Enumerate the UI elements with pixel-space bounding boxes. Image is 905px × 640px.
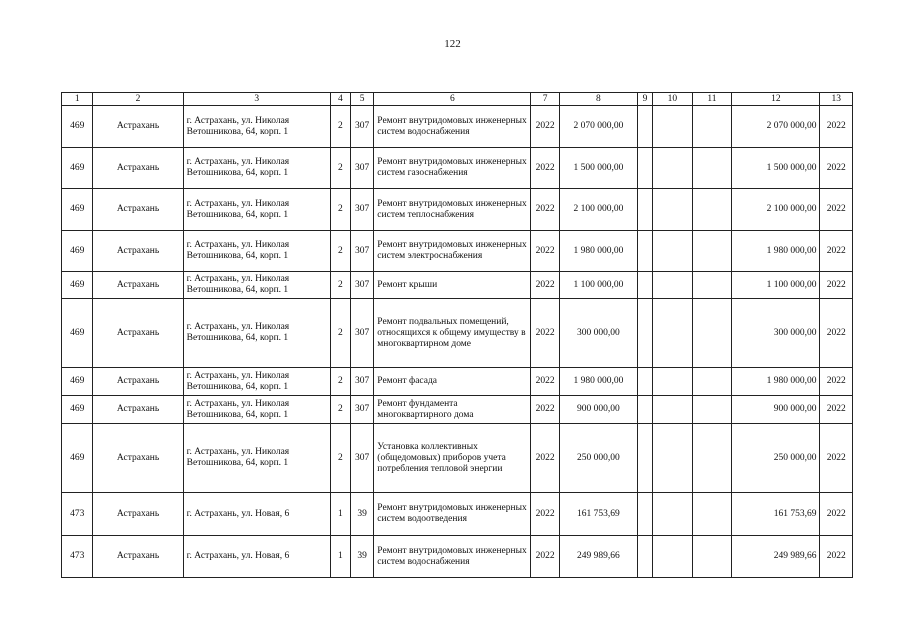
column-4-cell: 1 <box>330 536 350 578</box>
column-5-cell: 39 <box>350 493 373 536</box>
year-cell: 2022 <box>531 299 559 368</box>
column-10-cell <box>653 299 693 368</box>
total-cell: 249 989,66 <box>732 536 820 578</box>
total-cell: 300 000,00 <box>732 299 820 368</box>
column-4-cell: 2 <box>330 231 350 272</box>
city-cell: Астрахань <box>93 424 183 493</box>
work-type-cell: Ремонт внутридомовых инженерных систем водоотведения <box>374 493 531 536</box>
column-4-cell: 2 <box>330 299 350 368</box>
column-10-cell <box>653 272 693 299</box>
cost-cell: 249 989,66 <box>559 536 637 578</box>
total-cell: 1 980 000,00 <box>732 368 820 396</box>
column-11-cell <box>692 536 732 578</box>
row-number-cell: 469 <box>62 231 93 272</box>
column-4-cell: 2 <box>330 368 350 396</box>
completion-year-cell: 2022 <box>820 231 853 272</box>
column-11-cell <box>692 368 732 396</box>
row-number-cell: 469 <box>62 148 93 189</box>
city-cell: Астрахань <box>93 106 183 148</box>
column-11-cell <box>692 396 732 424</box>
completion-year-cell: 2022 <box>820 189 853 231</box>
address-cell: г. Астрахань, ул. Новая, 6 <box>183 493 330 536</box>
column-10-cell <box>653 536 693 578</box>
column-5-cell: 307 <box>350 424 373 493</box>
address-cell: г. Астрахань, ул. Николая Ветошникова, 64, корп. 1 <box>183 148 330 189</box>
column-9-cell <box>637 424 652 493</box>
work-type-cell: Ремонт подвальных помещений, относящихся к общему имуществу в многоквартирном доме <box>374 299 531 368</box>
completion-year-cell: 2022 <box>820 106 853 148</box>
work-type-cell: Ремонт фасада <box>374 368 531 396</box>
work-type-cell: Ремонт внутридомовых инженерных систем водоснабжения <box>374 106 531 148</box>
table-row <box>62 368 853 396</box>
repair-registry-table <box>61 92 853 578</box>
column-11-cell <box>692 299 732 368</box>
column-header: 10 <box>653 93 693 106</box>
total-cell: 161 753,69 <box>732 493 820 536</box>
address-cell: г. Астрахань, ул. Николая Ветошникова, 64, корп. 1 <box>183 106 330 148</box>
column-4-cell: 2 <box>330 424 350 493</box>
city-cell: Астрахань <box>93 189 183 231</box>
column-9-cell <box>637 493 652 536</box>
column-11-cell <box>692 231 732 272</box>
table-row <box>62 231 853 272</box>
column-5-cell: 307 <box>350 148 373 189</box>
column-11-cell <box>692 493 732 536</box>
table-row <box>62 424 853 493</box>
table-body <box>62 106 853 578</box>
table-row <box>62 106 853 148</box>
row-number-cell: 469 <box>62 106 93 148</box>
column-header: 9 <box>637 93 652 106</box>
row-number-cell: 469 <box>62 396 93 424</box>
table-row <box>62 148 853 189</box>
year-cell: 2022 <box>531 396 559 424</box>
column-number-row <box>62 93 853 106</box>
work-type-cell: Ремонт внутридомовых инженерных систем водоснабжения <box>374 536 531 578</box>
column-5-cell: 307 <box>350 299 373 368</box>
total-cell: 900 000,00 <box>732 396 820 424</box>
column-9-cell <box>637 396 652 424</box>
row-number-cell: 469 <box>62 189 93 231</box>
row-number-cell: 473 <box>62 493 93 536</box>
completion-year-cell: 2022 <box>820 493 853 536</box>
city-cell: Астрахань <box>93 299 183 368</box>
column-header: 12 <box>732 93 820 106</box>
city-cell: Астрахань <box>93 272 183 299</box>
column-header: 1 <box>62 93 93 106</box>
address-cell: г. Астрахань, ул. Николая Ветошникова, 64, корп. 1 <box>183 231 330 272</box>
work-type-cell: Ремонт внутридомовых инженерных систем газоснабжения <box>374 148 531 189</box>
table-row <box>62 272 853 299</box>
column-10-cell <box>653 106 693 148</box>
column-9-cell <box>637 231 652 272</box>
cost-cell: 1 980 000,00 <box>559 231 637 272</box>
row-number-cell: 473 <box>62 536 93 578</box>
address-cell: г. Астрахань, ул. Николая Ветошникова, 64, корп. 1 <box>183 299 330 368</box>
address-cell: г. Астрахань, ул. Николая Ветошникова, 64, корп. 1 <box>183 272 330 299</box>
city-cell: Астрахань <box>93 396 183 424</box>
city-cell: Астрахань <box>93 536 183 578</box>
column-header: 5 <box>350 93 373 106</box>
address-cell: г. Астрахань, ул. Николая Ветошникова, 64, корп. 1 <box>183 396 330 424</box>
row-number-cell: 469 <box>62 299 93 368</box>
work-type-cell: Ремонт фундамента многоквартирного дома <box>374 396 531 424</box>
column-4-cell: 2 <box>330 396 350 424</box>
column-5-cell: 307 <box>350 368 373 396</box>
column-11-cell <box>692 148 732 189</box>
year-cell: 2022 <box>531 106 559 148</box>
row-number-cell: 469 <box>62 272 93 299</box>
column-4-cell: 2 <box>330 106 350 148</box>
cost-cell: 250 000,00 <box>559 424 637 493</box>
cost-cell: 300 000,00 <box>559 299 637 368</box>
column-10-cell <box>653 368 693 396</box>
year-cell: 2022 <box>531 189 559 231</box>
column-9-cell <box>637 272 652 299</box>
total-cell: 1 980 000,00 <box>732 231 820 272</box>
work-type-cell: Установка коллективных (общедомовых) приборов учета потребления тепловой энергии <box>374 424 531 493</box>
column-9-cell <box>637 148 652 189</box>
year-cell: 2022 <box>531 493 559 536</box>
column-5-cell: 307 <box>350 396 373 424</box>
year-cell: 2022 <box>531 272 559 299</box>
column-9-cell <box>637 536 652 578</box>
row-number-cell: 469 <box>62 368 93 396</box>
column-header: 6 <box>374 93 531 106</box>
completion-year-cell: 2022 <box>820 424 853 493</box>
column-4-cell: 1 <box>330 493 350 536</box>
completion-year-cell: 2022 <box>820 299 853 368</box>
cost-cell: 1 980 000,00 <box>559 368 637 396</box>
column-11-cell <box>692 189 732 231</box>
table-row <box>62 396 853 424</box>
city-cell: Астрахань <box>93 368 183 396</box>
cost-cell: 2 100 000,00 <box>559 189 637 231</box>
address-cell: г. Астрахань, ул. Николая Ветошникова, 64, корп. 1 <box>183 368 330 396</box>
year-cell: 2022 <box>531 536 559 578</box>
column-header: 11 <box>692 93 732 106</box>
year-cell: 2022 <box>531 424 559 493</box>
column-10-cell <box>653 493 693 536</box>
column-5-cell: 307 <box>350 106 373 148</box>
cost-cell: 900 000,00 <box>559 396 637 424</box>
column-4-cell: 2 <box>330 189 350 231</box>
cost-cell: 1 500 000,00 <box>559 148 637 189</box>
row-number-cell: 469 <box>62 424 93 493</box>
column-9-cell <box>637 189 652 231</box>
column-5-cell: 307 <box>350 272 373 299</box>
column-4-cell: 2 <box>330 272 350 299</box>
city-cell: Астрахань <box>93 231 183 272</box>
page-number: 122 <box>444 38 461 50</box>
cost-cell: 1 100 000,00 <box>559 272 637 299</box>
city-cell: Астрахань <box>93 493 183 536</box>
column-10-cell <box>653 148 693 189</box>
column-5-cell: 307 <box>350 231 373 272</box>
completion-year-cell: 2022 <box>820 368 853 396</box>
work-type-cell: Ремонт внутридомовых инженерных систем электроснабжения <box>374 231 531 272</box>
column-header: 13 <box>820 93 853 106</box>
year-cell: 2022 <box>531 231 559 272</box>
column-11-cell <box>692 272 732 299</box>
table-row <box>62 299 853 368</box>
table-row <box>62 493 853 536</box>
column-9-cell <box>637 368 652 396</box>
column-11-cell <box>692 106 732 148</box>
work-type-cell: Ремонт внутридомовых инженерных систем теплоснабжения <box>374 189 531 231</box>
column-header: 7 <box>531 93 559 106</box>
total-cell: 250 000,00 <box>732 424 820 493</box>
total-cell: 1 100 000,00 <box>732 272 820 299</box>
table-row <box>62 536 853 578</box>
column-4-cell: 2 <box>330 148 350 189</box>
year-cell: 2022 <box>531 148 559 189</box>
column-10-cell <box>653 231 693 272</box>
column-header: 8 <box>559 93 637 106</box>
column-10-cell <box>653 189 693 231</box>
city-cell: Астрахань <box>93 148 183 189</box>
total-cell: 2 100 000,00 <box>732 189 820 231</box>
column-10-cell <box>653 424 693 493</box>
address-cell: г. Астрахань, ул. Новая, 6 <box>183 536 330 578</box>
column-11-cell <box>692 424 732 493</box>
column-10-cell <box>653 396 693 424</box>
year-cell: 2022 <box>531 368 559 396</box>
column-9-cell <box>637 299 652 368</box>
column-header: 3 <box>183 93 330 106</box>
address-cell: г. Астрахань, ул. Николая Ветошникова, 64, корп. 1 <box>183 189 330 231</box>
column-5-cell: 307 <box>350 189 373 231</box>
completion-year-cell: 2022 <box>820 396 853 424</box>
column-9-cell <box>637 106 652 148</box>
column-header: 4 <box>330 93 350 106</box>
completion-year-cell: 2022 <box>820 536 853 578</box>
total-cell: 1 500 000,00 <box>732 148 820 189</box>
cost-cell: 161 753,69 <box>559 493 637 536</box>
completion-year-cell: 2022 <box>820 272 853 299</box>
column-5-cell: 39 <box>350 536 373 578</box>
work-type-cell: Ремонт крыши <box>374 272 531 299</box>
completion-year-cell: 2022 <box>820 148 853 189</box>
total-cell: 2 070 000,00 <box>732 106 820 148</box>
cost-cell: 2 070 000,00 <box>559 106 637 148</box>
address-cell: г. Астрахань, ул. Николая Ветошникова, 64, корп. 1 <box>183 424 330 493</box>
column-header: 2 <box>93 93 183 106</box>
table-row <box>62 189 853 231</box>
